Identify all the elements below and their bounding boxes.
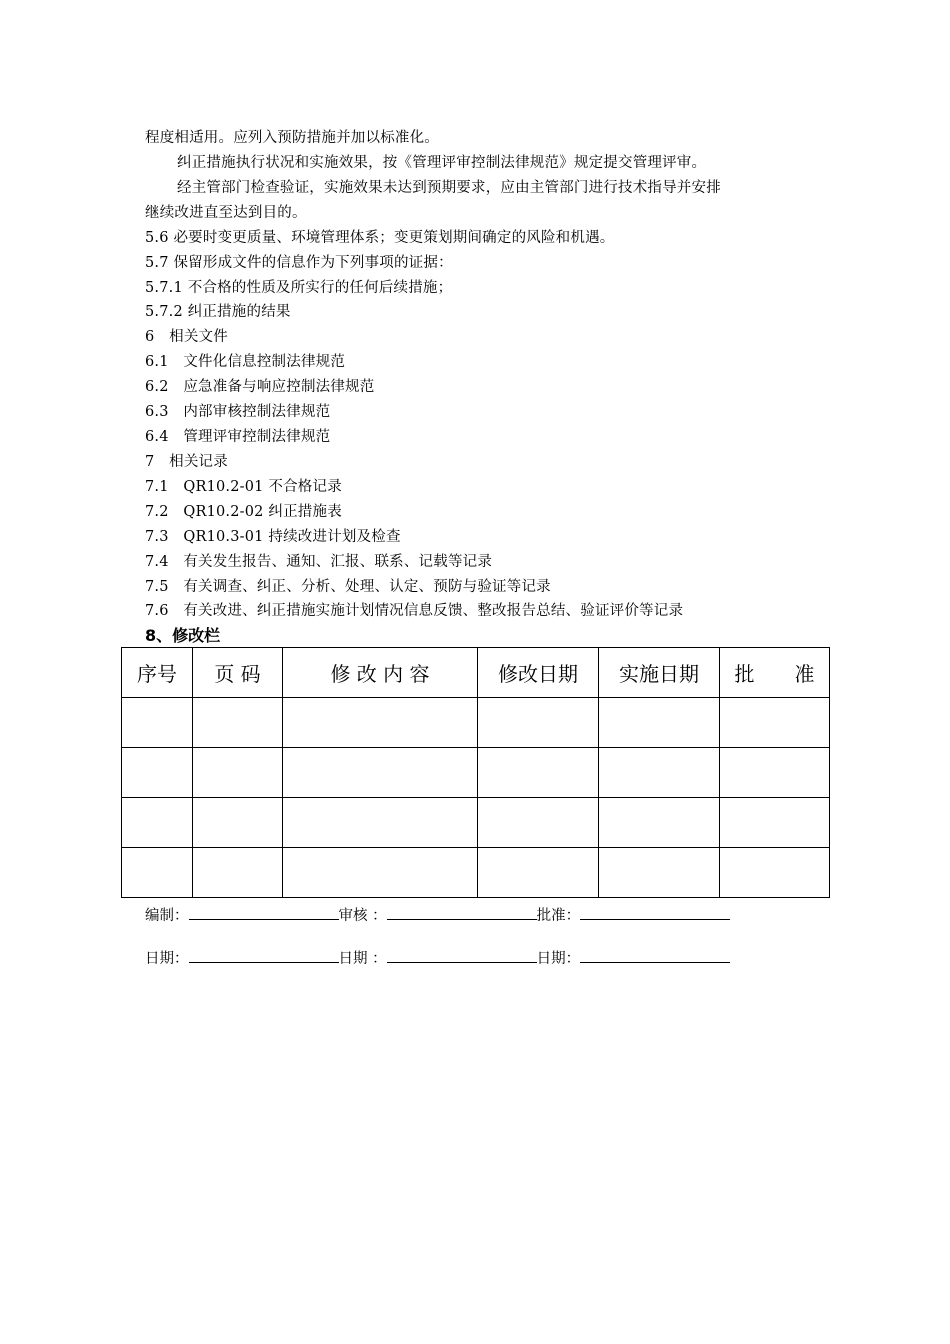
table-cell <box>122 848 193 898</box>
body-line: 5.7.2 纠正措施的结果 <box>145 304 291 320</box>
list-item: 6.2 应急准备与响应控制法律规范 <box>145 379 375 395</box>
list-item: 7.4 有关发生报告、通知、汇报、联系、记载等记录 <box>145 554 493 570</box>
table-cell <box>720 748 830 798</box>
signature-row-dates <box>145 948 730 969</box>
table-cell <box>478 748 599 798</box>
review-date-label: 日期 ： <box>338 951 387 967</box>
table-cell <box>283 748 478 798</box>
table-cell <box>599 798 720 848</box>
table-cell <box>193 748 283 798</box>
reviewer-blank <box>387 905 537 920</box>
header-effective-date: 实施日期 <box>599 648 720 698</box>
header-page: 页 码 <box>193 648 283 698</box>
compiler-blank <box>189 905 339 920</box>
table-cell <box>283 798 478 848</box>
list-item: 6.4 管理评审控制法律规范 <box>145 429 331 445</box>
list-item: 7.5 有关调查、纠正、分析、处理、认定、预防与验证等记录 <box>145 579 551 595</box>
table-cell <box>599 848 720 898</box>
list-item: 7.3 QR10.3-01 持续改进计划及检查 <box>145 529 401 545</box>
list-item: 7.2 QR10.2-02 纠正措施表 <box>145 504 342 520</box>
body-line: 继续改进直至达到目的。 <box>145 205 307 221</box>
table-cell <box>478 698 599 748</box>
approver-label: 批准： <box>536 908 581 924</box>
approver-blank <box>580 905 730 920</box>
section-heading: 6 相关文件 <box>145 329 228 345</box>
table-row <box>122 798 830 848</box>
compiler-label: 编制： <box>145 908 189 924</box>
revision-section-title: 8、修改栏 <box>145 626 221 645</box>
table-row <box>122 698 830 748</box>
body-line: 5.7.1 不合格的性质及所实行的任何后续措施； <box>145 280 453 296</box>
table-header-row <box>122 648 830 698</box>
body-line: 5.7 保留形成文件的信息作为下列事项的证据： <box>145 255 453 271</box>
list-item: 6.1 文件化信息控制法律规范 <box>145 354 346 370</box>
revision-table <box>121 647 830 898</box>
compile-date-label: 日期： <box>145 951 189 967</box>
table-cell <box>283 698 478 748</box>
approve-date-blank <box>580 948 730 963</box>
list-item: 7.6 有关改进、纠正措施实施计划情况信息反馈、整改报告总结、验证评价等记录 <box>145 603 684 619</box>
body-line: 程度相适用。应列入预防措施并加以标准化。 <box>145 130 439 146</box>
list-item: 6.3 内部审核控制法律规范 <box>145 404 331 420</box>
approve-date-label: 日期： <box>536 951 581 967</box>
table-cell <box>720 798 830 848</box>
table-cell <box>599 698 720 748</box>
table-cell <box>478 798 599 848</box>
table-cell <box>720 848 830 898</box>
body-line: 经主管部门检查验证，实施效果未达到预期要求，应由主管部门进行技术指导并安排 <box>177 180 721 196</box>
table-cell <box>478 848 599 898</box>
table-cell <box>193 798 283 848</box>
section-heading: 7 相关记录 <box>145 454 228 470</box>
reviewer-label: 审核 ： <box>338 908 387 924</box>
header-revise-date: 修改日期 <box>478 648 599 698</box>
list-item: 7.1 QR10.2-01 不合格记录 <box>145 479 342 495</box>
table-cell <box>720 698 830 748</box>
table-cell <box>122 748 193 798</box>
table-cell <box>193 698 283 748</box>
header-approve: 批 准 <box>720 648 830 698</box>
table-cell <box>283 848 478 898</box>
table-cell <box>599 748 720 798</box>
review-date-blank <box>387 948 537 963</box>
table-row <box>122 848 830 898</box>
body-line: 5.6 必要时变更质量、环境管理体系；变更策划期间确定的风险和机遇。 <box>145 230 615 246</box>
signature-row-compile <box>145 905 730 926</box>
table-row <box>122 748 830 798</box>
header-content: 修 改 内 容 <box>283 648 478 698</box>
table-cell <box>193 848 283 898</box>
compile-date-blank <box>189 948 339 963</box>
body-line: 纠正措施执行状况和实施效果，按《管理评审控制法律规范》规定提交管理评审。 <box>177 155 707 171</box>
table-cell <box>122 698 193 748</box>
header-seq: 序号 <box>122 648 193 698</box>
table-cell <box>122 798 193 848</box>
